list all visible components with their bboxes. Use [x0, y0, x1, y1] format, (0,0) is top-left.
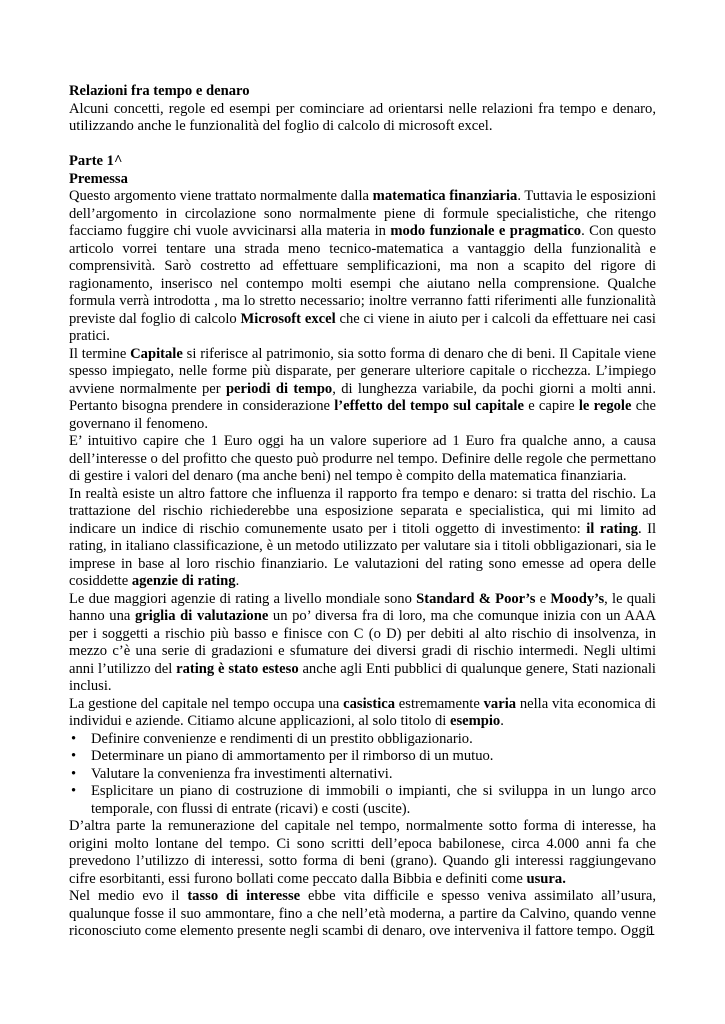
list-item: • Definire convenienze e rendimenti di un prestito obbligazionario. — [71, 730, 473, 747]
section-heading: Premessa — [69, 170, 128, 187]
bullet-icon: • — [71, 730, 77, 747]
paragraph-valore-euro: E’ intuitivo capire che 1 Euro oggi ha un valore superiore ad 1 Euro fra qualche anno, a causa dell’interesse o del profitto che questo può produrre nel tempo. Definire delle regole che permettano di gestire i valori del denaro (ma anche beni) nel tempo è compito della matematica finanziaria. — [69, 433, 656, 484]
document-body — [69, 83, 656, 941]
page-number: 1 — [647, 923, 655, 938]
paragraph-agenzie: Le due maggiori agenzie di rating a livello mondiale sono Standard & Poor’s e Moody’s, le quali hanno una griglia di valutazione un po’ diversa fra di loro, ma che comunque inizia con un AAA per i soggetti a rischio più basso e finisce con C (o D) per debiti al alto rischio di insolvenza, in mezzo c’è una serie di gradazioni e sfumature dei diversi gradi di rischio intermedi. Negli ultimi anni l’utilizzo del rating è stato esteso anche agli Enti pubblici di qualunque genere, Stati nazionali inclusi. — [69, 590, 656, 694]
paragraph-matematica-finanziaria: Questo argomento viene trattato normalmente dalla matematica finanziaria. Tuttavia le esposizioni dell’argomento in circolazione sono normalmente piene di formule specialistiche, che ritengo facciamo fuggire chi vuole avvicinarsi alla materia in modo funzionale e pragmatico. Con questo articolo vorrei tentare una strada meno tecnico-matematica a vantaggio della funzionalità e comprensività. Sarò costretto ad effettuare semplificazioni, ma non a scapito del rigore di ragionamento, inserisco nel contempo molti esempi che aiutano nella comprensione. Qualche formula verrà introdotta , ma lo stretto necessario; inoltre verranno fatti riferimenti alle funzionalità previste dal foglio di calcolo Microsoft excel che ci viene in aiuto per i calcoli da effettuare nei casi pratici. — [69, 188, 656, 344]
paragraph-capitale: Il termine Capitale si riferisce al patrimonio, sia sotto forma di denaro che di beni. Il Capitale viene spesso impiegato, nelle forme più disparate, per generare ulteriore capitale o ricchezza. L’impiego avviene normalmente per periodi di tempo, di lunghezza variabile, da pochi giorni a molti anni. Pertanto bisogna prendere in considerazione l’effetto del tempo sul capitale e capire le regole che governano il fenomeno. — [69, 345, 656, 432]
paragraph-rischio-rating: In realtà esiste un altro fattore che influenza il rapporto fra tempo e denaro: si tratta del rischio. La trattazione del rischio richiederebbe una esposizione separata e specialistica, qui mi limito ad indicare un indice di rischio comunemente usato per i titoli oggetto di investimento: il rating. Il rating, in italiano classificazione, è un metodo utilizzato per valutare sia i titoli obbligazionari, sia le imprese in base al loro rischio finanziario. Le valutazioni del rating sono emesse ad opera delle cosiddette agenzie di rating. — [69, 485, 656, 589]
list-item: • Valutare la convenienza fra investimenti alternativi. — [71, 765, 393, 782]
bullet-icon: • — [71, 765, 77, 782]
paragraph-gap — [69, 136, 656, 154]
list-item: • Determinare un piano di ammortamento per il rimborso di un mutuo. — [71, 748, 494, 764]
applications-list — [69, 731, 656, 819]
bullet-icon: • — [71, 783, 77, 799]
part-heading: Parte 1^ — [69, 153, 123, 169]
bullet-icon: • — [71, 748, 77, 764]
list-item: • Esplicitare un piano di costruzione di immobili o impianti, che si sviluppa in un lungo arco temporale, con flussi di entrate (ricavi) e costi (uscite). — [71, 783, 656, 817]
paragraph-gestione-capitale: La gestione del capitale nel tempo occupa una casistica estremamente varia nella vita economica di individui e aziende. Citiamo alcune applicazioni, al solo titolo di esempio. — [69, 695, 656, 729]
paragraph-medio-evo: Nel medio evo il tasso di interesse ebbe vita difficile e spesso veniva assimilato all’usura, qualunque fosse il suo ammontare, fino a che nell’età moderna, a partire da Calvino, quando venne riconosciuto come elemento presente negli scambi di denaro, ove interveniva il fattore tempo. Oggi — [69, 888, 656, 939]
paragraph-remunerazione: D’altra parte la remunerazione del capitale nel tempo, normalmente sotto forma di interesse, ha origini molto lontane del tempo. Ci sono scritti dell’epoca babilonese, circa 4.000 anni fa che prevedono l’utilizzo di interessi, sotto forma di beni (grano). Quando gli interessi raggiungevano cifre esorbitanti, essi furono bollati come peccato dalla Bibbia e definiti come usura. — [69, 818, 656, 887]
document-title: Relazioni fra tempo e denaro — [69, 83, 250, 99]
intro-paragraph: Alcuni concetti, regole ed esempi per cominciare ad orientarsi nelle relazioni fra tempo e denaro, utilizzando anche le funzionalità del foglio di calcolo di microsoft excel. — [69, 100, 656, 134]
